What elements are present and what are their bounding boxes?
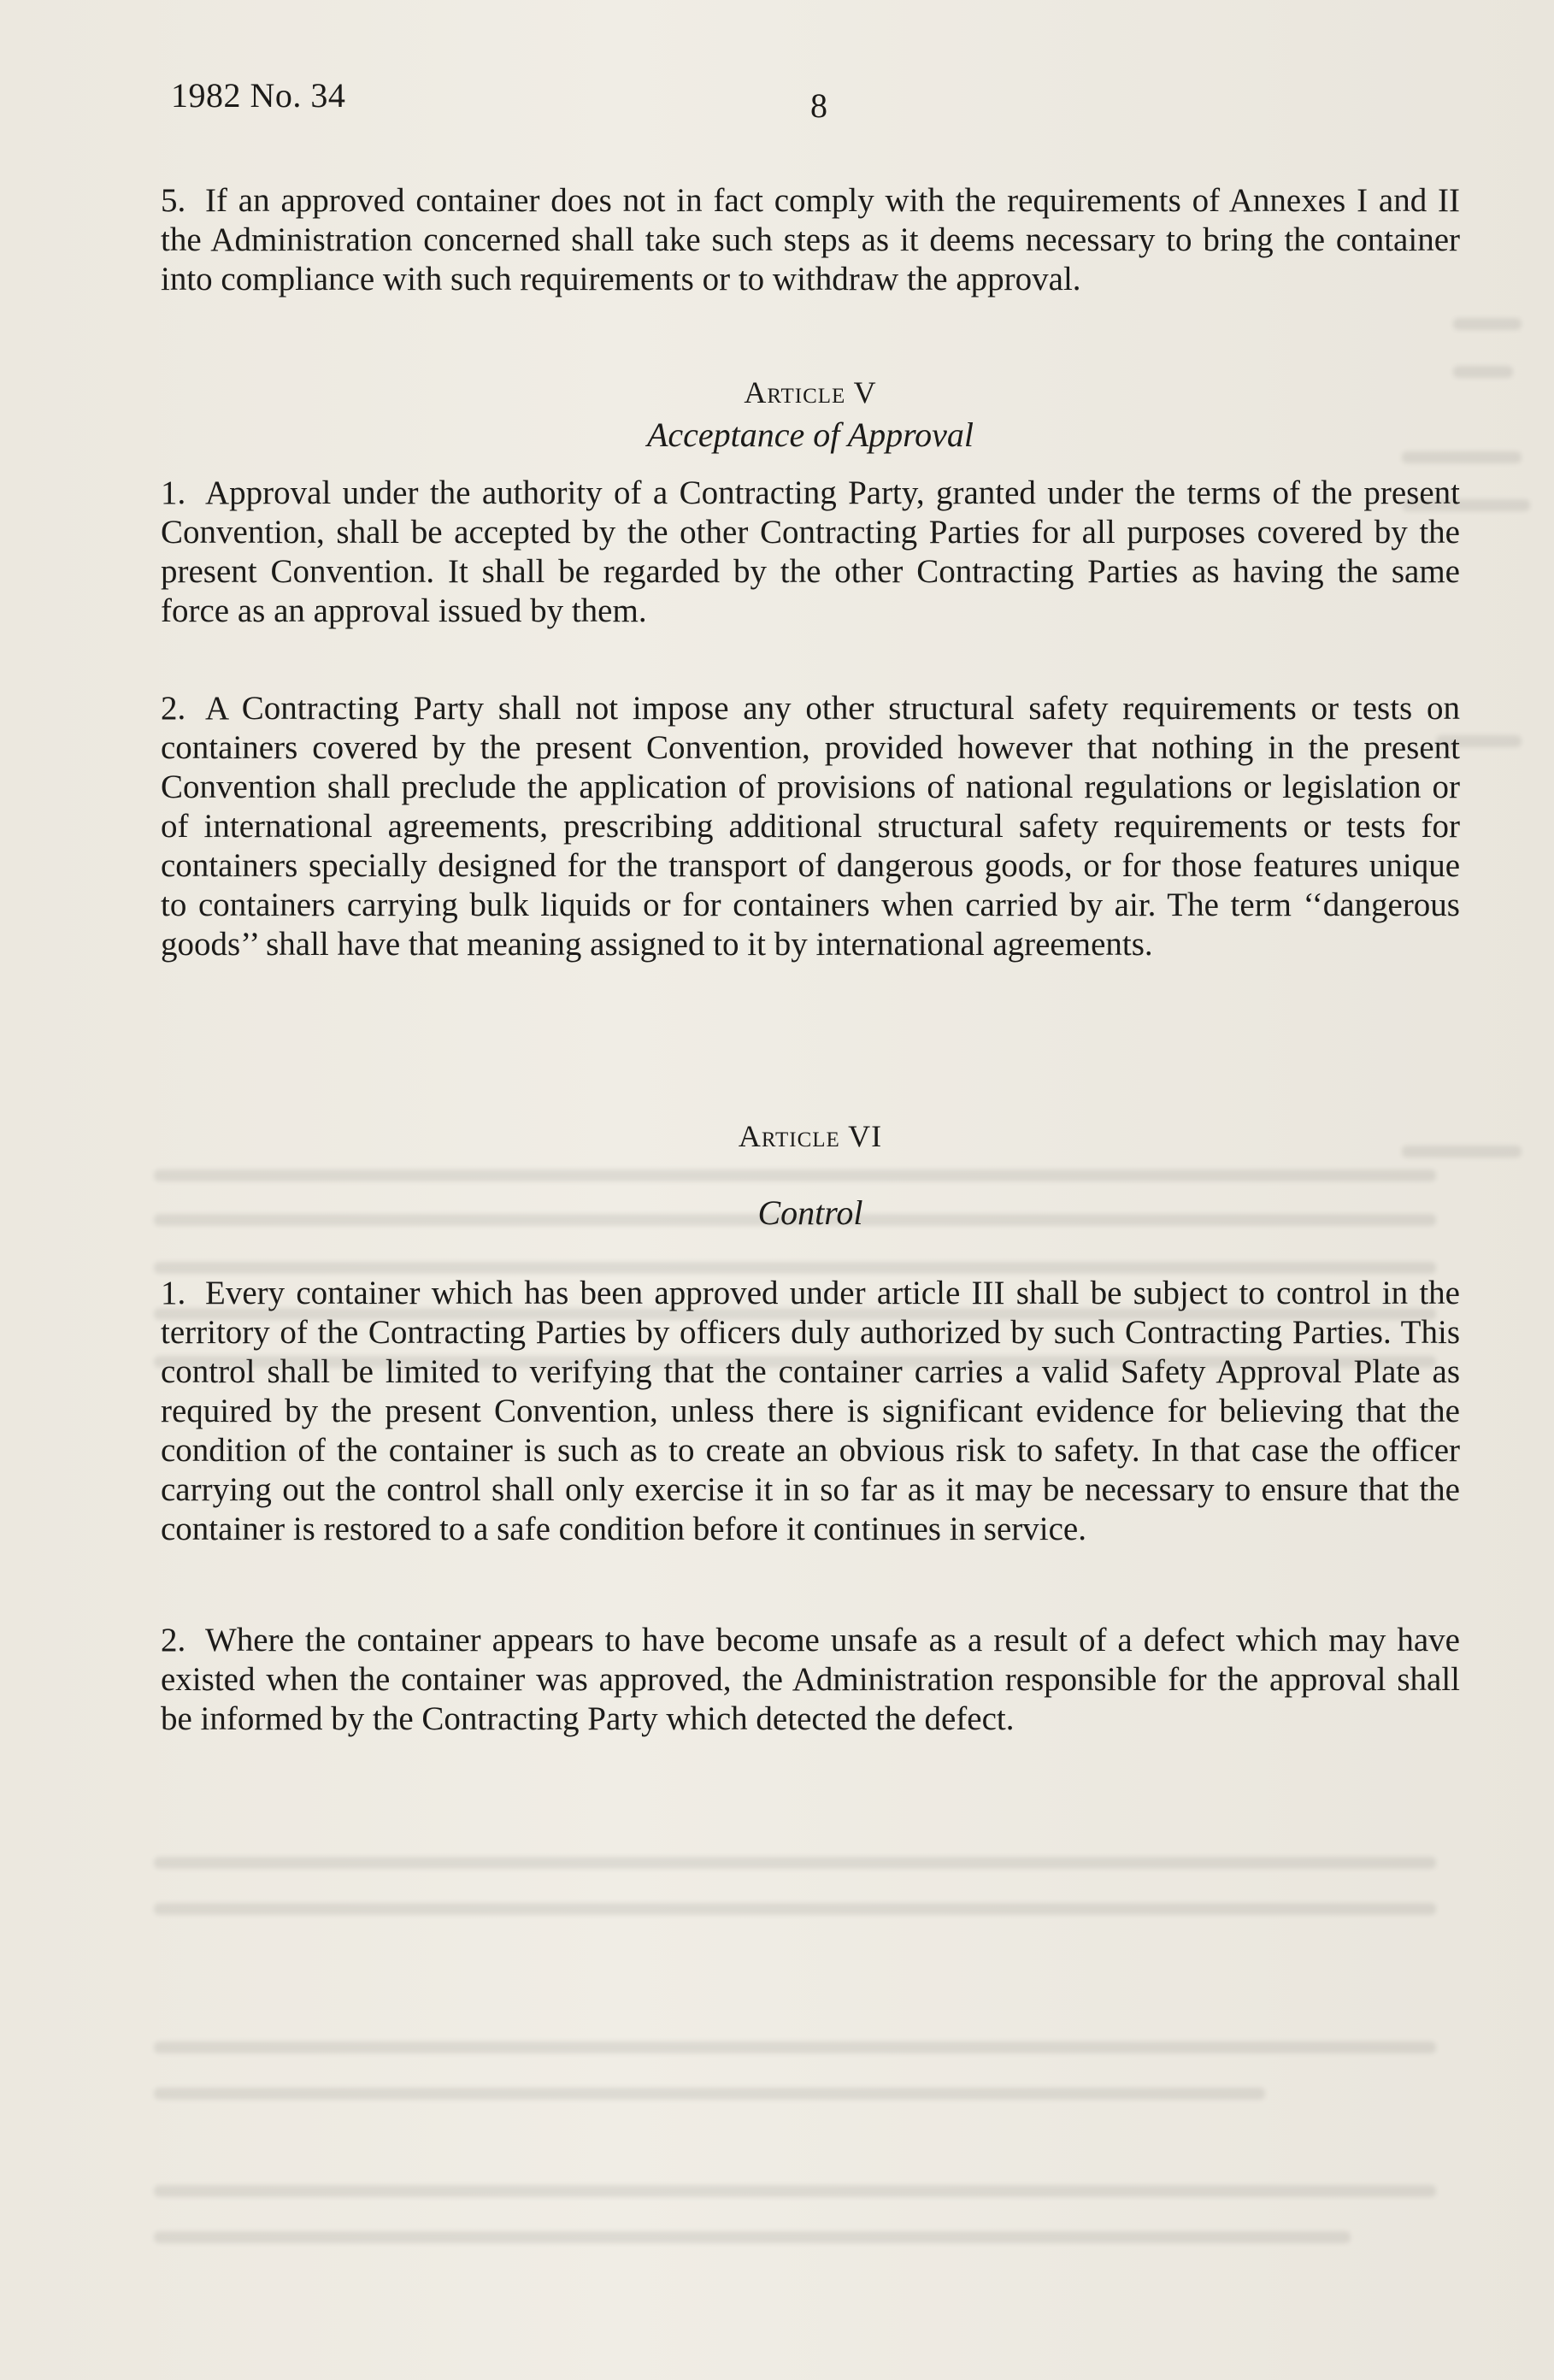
paragraph-number: 2.	[161, 690, 186, 727]
article-vi-paragraph-2	[161, 1621, 1460, 1739]
paragraph-text: If an approved container does not in fact comply with the requirements of Annexes I and II the Administration concerned shall take such steps as it deems necessary to bring the container into compliance with such requirements or to withdraw the approval.	[161, 182, 1460, 298]
page-header	[171, 75, 1453, 127]
article-v-paragraph-2	[161, 689, 1460, 964]
paragraph-text: Every container which has been approved under article III shall be subject to control in the territory of the Contracting Parties by officers duly authorized by such Contracting Parties. This control shall be limited to verifying that the container carries a valid Safety Approval Plate as required by the present Convention, unless there is significant evidence for believing that the condition of the container is such as to create an obvious risk to safety. In that case the officer carrying out the control shall only exercise it in so far as it may be necessary to ensure that the container is restored to a safe condition before it continues in service.	[161, 1275, 1460, 1547]
article-v-paragraph-1	[161, 474, 1460, 631]
article-vi-paragraph-1	[161, 1274, 1460, 1549]
paragraph-number: 5.	[161, 182, 186, 219]
article-v-heading: Article V	[744, 375, 877, 409]
paragraph-number: 2.	[161, 1622, 186, 1658]
paragraph-text: A Contracting Party shall not impose any other structural safety requirements or tests on containers covered by the present Convention, provided however that nothing in the present Convention shall preclude the application of provisions of national regulations or legislation or of international agreements, prescribing additional structural safety requirements or tests for containers specially designed for the transport of dangerous goods, or for those features unique to containers carrying bulk liquids or for containers when carried by air. The term ‘‘dangerous goods’’ shall have that meaning assigned to it by international agreements.	[161, 690, 1460, 963]
paragraph-number: 1.	[161, 474, 186, 511]
paragraph-5	[161, 181, 1460, 299]
paragraph-text: Approval under the authority of a Contracting Party, granted under the terms of the present Convention, shall be accepted by the other Contracting Parties for all purposes covered by the present Convention. It shall be regarded by the other Contracting Parties as having the same force as an approval issued by them.	[161, 474, 1460, 629]
page-body	[161, 181, 1460, 1739]
article-vi-subtitle: Control	[757, 1193, 863, 1232]
page-number: 8	[810, 86, 827, 125]
paragraph-number: 1.	[161, 1275, 186, 1311]
article-vi-heading: Article VI	[738, 1119, 883, 1153]
article-v-subtitle: Acceptance of Approval	[646, 415, 974, 454]
paragraph-text: Where the container appears to have become unsafe as a result of a defect which may have existed when the container was approved, the Administration responsible for the approval shall be informed by the Contracting Party which detected the defect.	[161, 1622, 1460, 1737]
gazette-year-number: 1982 No. 34	[171, 76, 346, 115]
